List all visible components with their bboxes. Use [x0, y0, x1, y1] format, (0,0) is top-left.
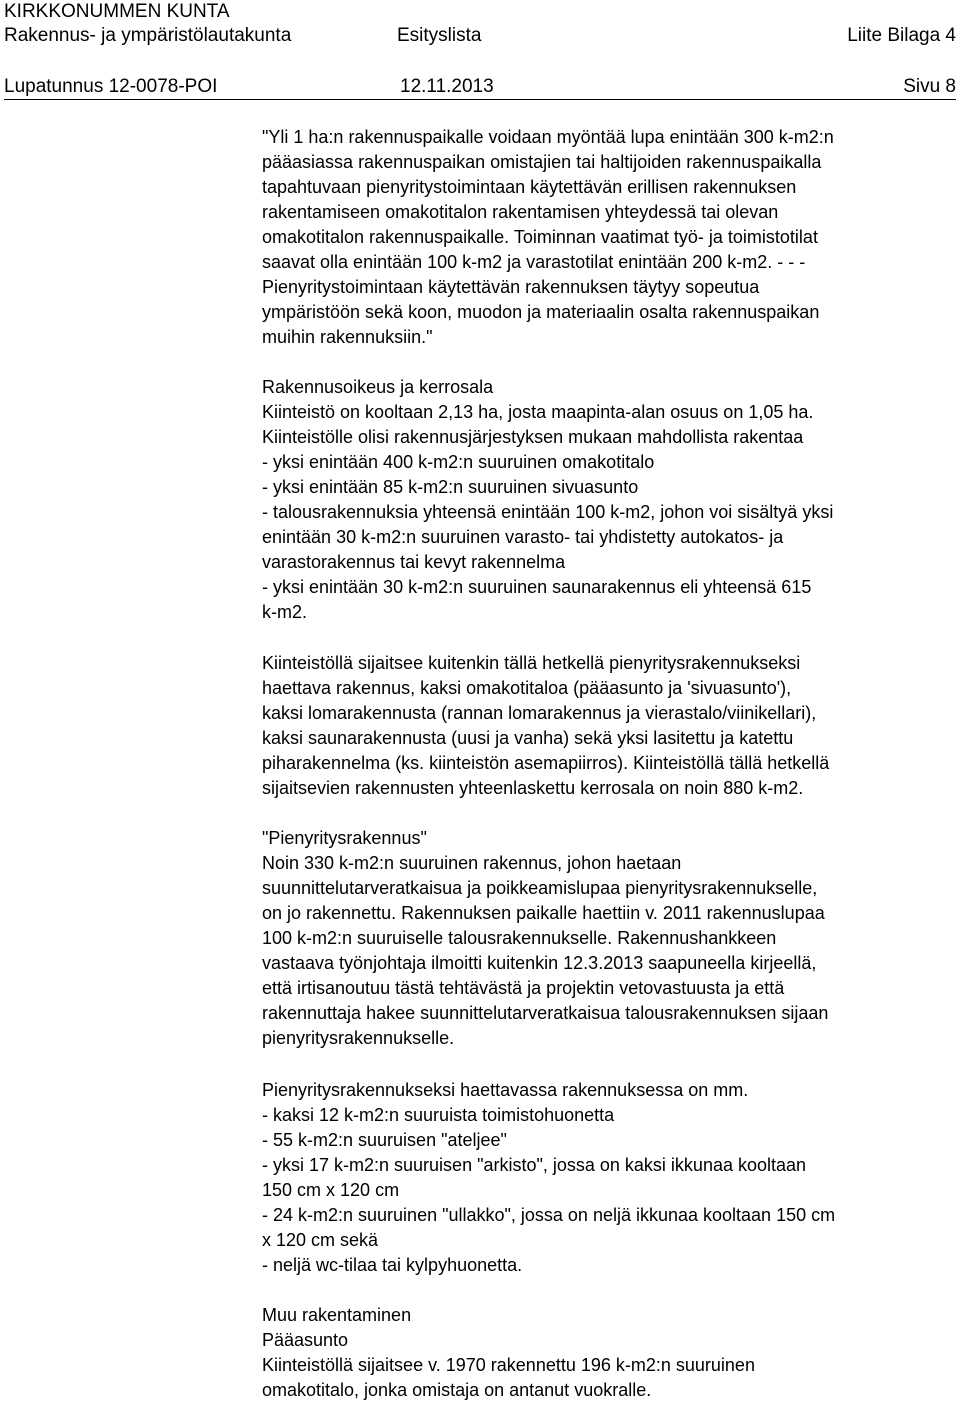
text-line: piharakennelma (ks. kiinteistön asemapiirros). Kiinteistöllä tällä hetkellä: [262, 753, 830, 773]
text-line: enintään 30 k-m2:n suuruinen varasto- tai yhdistetty autokatos- ja: [262, 527, 784, 547]
text-line: Noin 330 k-m2:n suuruinen rakennus, johon haetaan: [262, 853, 682, 873]
text-line: haettava rakennus, kaksi omakotitaloa (pääasunto ja 'sivuasunto'),: [262, 678, 792, 698]
attachment-label: Liite Bilaga 4: [847, 25, 956, 46]
text-line: Kiinteistöllä sijaitsee v. 1970 rakennettu 196 k-m2:n suuruinen: [262, 1355, 755, 1375]
text-line: saavat olla enintään 100 k-m2 ja varastotilat enintään 200 k-m2. - - -: [262, 252, 806, 272]
municipality-name: KIRKKONUMMEN KUNTA: [4, 1, 230, 22]
text-line: Pääasunto: [262, 1330, 349, 1350]
text-line: "Yli 1 ha:n rakennuspaikalle voidaan myöntää lupa enintään 300 k-m2:n: [262, 127, 834, 147]
text-line: - 55 k-m2:n suuruisen "ateljee": [262, 1130, 507, 1150]
text-line: Pienyritysrakennukseksi haettavassa rakennuksessa on mm.: [262, 1080, 749, 1100]
text-line: 100 k-m2:n suuruiselle talousrakennukselle. Rakennushankkeen: [262, 928, 777, 948]
text-line: "Pienyritysrakennus": [262, 828, 427, 848]
paragraph-building-rights: [262, 375, 956, 625]
page-number: Sivu 8: [903, 76, 956, 97]
text-line: pääasiassa rakennuspaikan omistajien tai haltijoiden rakennuspaikalla: [262, 152, 822, 172]
text-line: kaksi lomarakennusta (rannan lomarakennus ja vierastalo/viinikellari),: [262, 703, 817, 723]
text-line: - 24 k-m2:n suuruinen "ullakko", jossa on neljä ikkunaa kooltaan 150 cm: [262, 1205, 836, 1225]
text-line: 150 cm x 120 cm: [262, 1180, 400, 1200]
paragraph-other-construction: [262, 1303, 956, 1403]
text-line: vastaava työnjohtaja ilmoitti kuitenkin 12.3.2013 saapuneella kirjeellä,: [262, 953, 817, 973]
board-name: Rakennus- ja ympäristölautakunta: [4, 25, 292, 46]
text-line: rakentamiseen omakotitalon rakentamisen yhteydessä tai olevan: [262, 202, 779, 222]
text-line: - yksi 17 k-m2:n suuruisen "arkisto", jossa on kaksi ikkunaa kooltaan: [262, 1155, 807, 1175]
paragraph-quote: [262, 125, 956, 350]
text-line: sijaitsevien rakennusten yhteenlaskettu kerrosala on noin 880 k-m2.: [262, 778, 804, 798]
text-line: omakotitalo, jonka omistaja on antanut vuokralle.: [262, 1380, 652, 1400]
meeting-date: 12.11.2013: [400, 76, 494, 97]
document-type: Esityslista: [397, 25, 482, 46]
text-line: - yksi enintään 85 k-m2:n suuruinen sivuasunto: [262, 477, 639, 497]
text-line: että irtisanoutuu tästä tehtävästä ja projektin vetovastuusta ja että: [262, 978, 785, 998]
text-line: - neljä wc-tilaa tai kylpyhuonetta.: [262, 1255, 523, 1275]
text-line: k-m2.: [262, 602, 307, 622]
text-line: suunnittelutarveratkaisua ja poikkeamislupaa pienyritysrakennukselle,: [262, 878, 818, 898]
text-line: Kiinteistölle olisi rakennusjärjestyksen mukaan mahdollista rakentaa: [262, 427, 804, 447]
text-line: - kaksi 12 k-m2:n suuruista toimistohuonetta: [262, 1105, 615, 1125]
text-line: varastorakennus tai kevyt rakennelma: [262, 552, 566, 572]
text-line: on jo rakennettu. Rakennuksen paikalle haettiin v. 2011 rakennuslupaa: [262, 903, 825, 923]
text-line: pienyritysrakennukselle.: [262, 1028, 455, 1048]
text-line: omakotitalon rakennuspaikalle. Toiminnan vaatimat työ- ja toimistotilat: [262, 227, 818, 247]
text-line: Pienyritystoimintaan käytettävän rakennuksen täytyy sopeutua: [262, 277, 760, 297]
permit-id: Lupatunnus 12-0078-POI: [4, 76, 218, 97]
text-line: x 120 cm sekä: [262, 1230, 379, 1250]
text-line: rakennuttaja hakee suunnittelutarveratkaisua talousrakennuksen sijaan: [262, 1003, 829, 1023]
header-row-3: [4, 75, 956, 100]
text-line: - yksi enintään 30 k-m2:n suuruinen saunarakennus eli yhteensä 615: [262, 577, 812, 597]
text-line: kaksi saunarakennusta (uusi ja vanha) sekä yksi lasitettu ja katettu: [262, 728, 794, 748]
text-line: - talousrakennuksia yhteensä enintään 100 k-m2, johon voi sisältyä yksi: [262, 502, 834, 522]
text-line: Kiinteistöllä sijaitsee kuitenkin tällä hetkellä pienyritysrakennukseksi: [262, 653, 801, 673]
text-line: tapahtuvaan pienyritystoimintaan käytettävän erillisen rakennuksen: [262, 177, 797, 197]
paragraph-small-business-building: [262, 826, 956, 1051]
paragraph-room-list: [262, 1078, 956, 1278]
paragraph-existing-buildings: [262, 651, 956, 801]
text-line: Kiinteistö on kooltaan 2,13 ha, josta maapinta-alan osuus on 1,05 ha.: [262, 402, 814, 422]
text-line: Muu rakentaminen: [262, 1305, 412, 1325]
text-line: ympäristöön sekä koon, muodon ja materiaalin osalta rakennuspaikan: [262, 302, 820, 322]
text-line: - yksi enintään 400 k-m2:n suuruinen omakotitalo: [262, 452, 655, 472]
text-line: muihin rakennuksiin.": [262, 327, 433, 347]
text-line: Rakennusoikeus ja kerrosala: [262, 377, 494, 397]
